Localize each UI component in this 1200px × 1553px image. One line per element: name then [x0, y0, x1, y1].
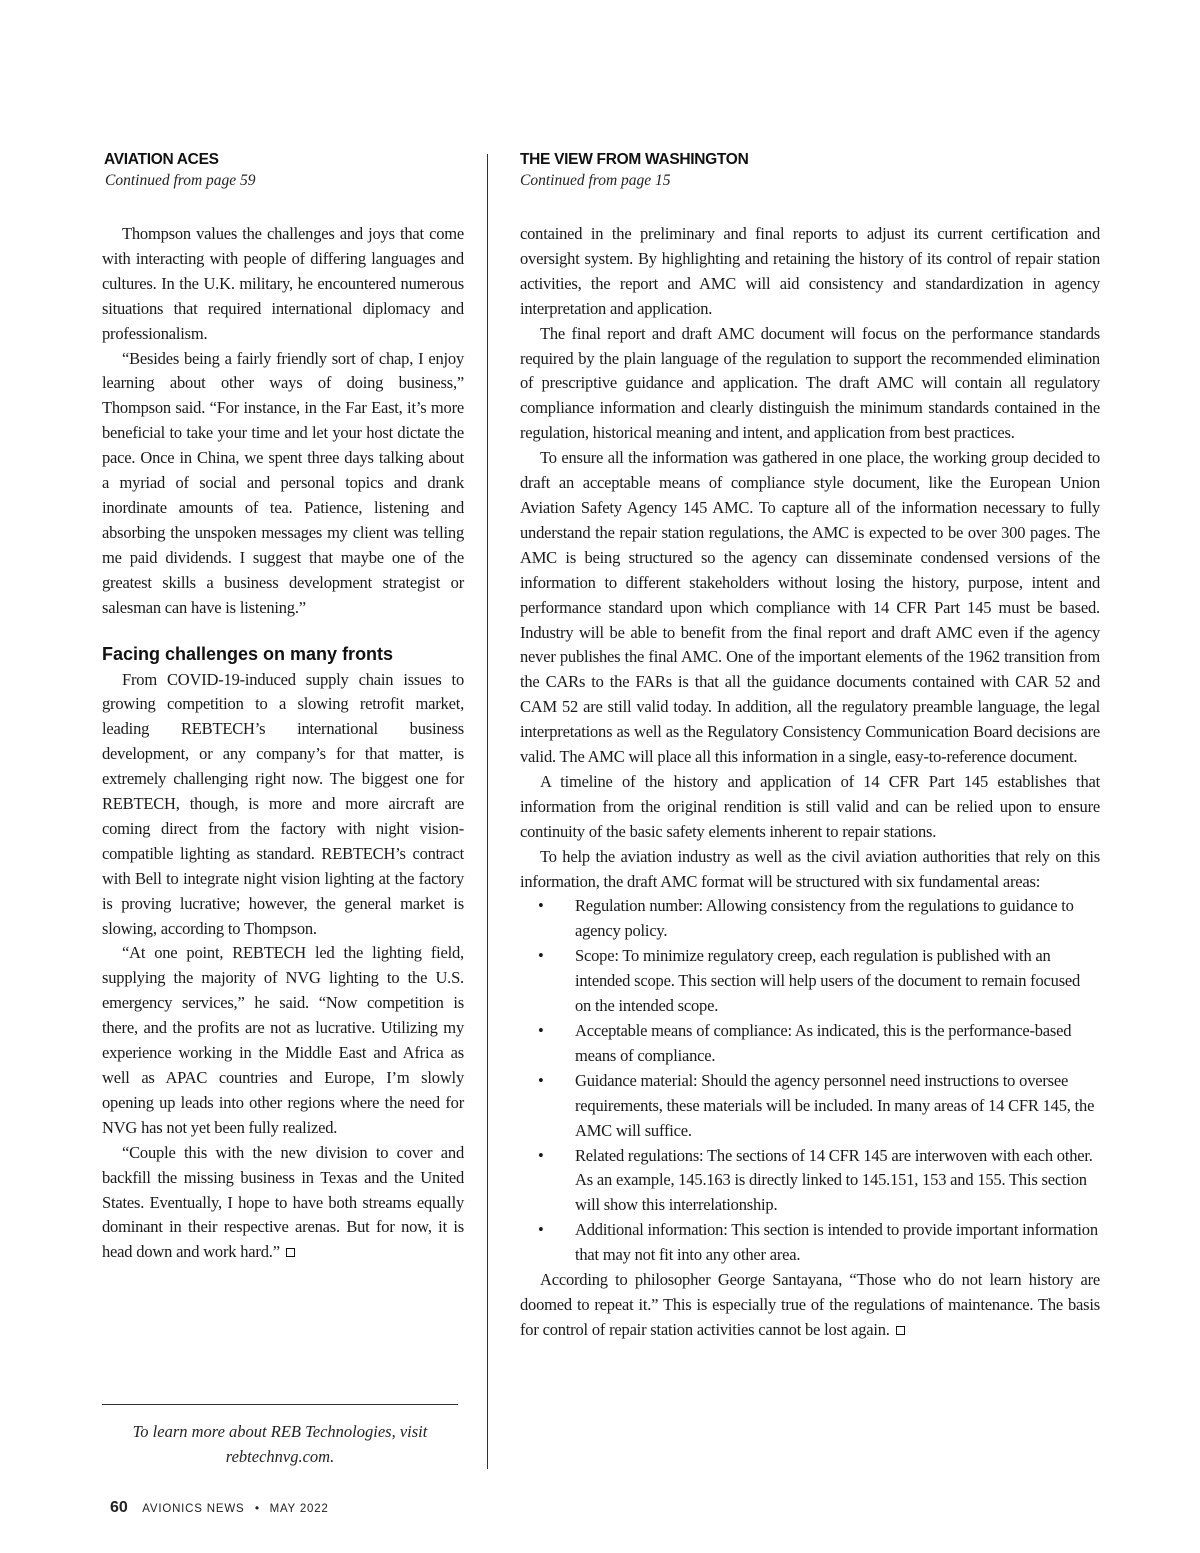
bullet-icon: • [538, 896, 544, 916]
list-item [520, 1019, 1100, 1069]
subhead: Facing challenges on many fronts [102, 643, 394, 664]
list-item-text: Guidance material: Should the agency personnel need instructions to oversee requirements, these materials will be included. In many areas of 14 CFR 145, the AMC will suffice. [575, 1070, 1095, 1140]
section-tag: AVIATION ACES [104, 151, 219, 168]
end-of-article-box-icon [896, 1326, 905, 1335]
paragraph: contained in the preliminary and final reports to adjust its current certification and oversight system. By highlighting and retaining the history of its control of repair station activities, the report and AMC will aid consistency and standardization in agency interpretation and application. [520, 224, 1100, 318]
list-item-text: Additional information: This section is intended to provide important information that may not fit into any other area. [575, 1220, 1098, 1265]
page-number: 60 [110, 1499, 128, 1516]
left-column-aviation-aces [102, 150, 464, 1265]
final-paragraph-text: “Couple this with the new division to cover and backfill the missing business in Texas and the United States. Eventually, I hope to have both streams equally dominant in their respective arenas. But for now, it is head down and work hard.” [102, 1142, 464, 1262]
list-item-text: Scope: To minimize regulatory creep, each regulation is published with an intended scope. This section will help users of the document to remain focused on the intended scope. [575, 946, 1081, 1016]
final-paragraph [102, 1141, 464, 1266]
page-footer [110, 1499, 329, 1517]
learn-more-text: To learn more about REB Technologies, visit [132, 1422, 428, 1441]
bullet-icon: • [538, 946, 544, 966]
paragraph: From COVID-19-induced supply chain issues to growing competition to a slowing retrofit market, leading REBTECH’s international business development, or any company’s for that matter, is extremely challenging right now. The biggest one for REBTECH, though, is more and more aircraft are coming direct from the factory with night vision-compatible lighting as standard. REBTECH’s contract with Bell to integrate night vision lighting at the factory is proving lucrative; however, the general market is slowing, according to Thompson. [102, 669, 464, 938]
list-item [520, 894, 1100, 944]
paragraph: “Besides being a fairly friendly sort of chap, I enjoy learning about other ways of doing business,” Thompson said. “For instance, in the Far East, it’s more beneficial to take your time and let your host dictate the pace. Once in China, we spent three days talking about a myriad of social and personal topics and drank inordinate amounts of tea. Patience, listening and absorbing the unspoken messages my client was telling me paid dividends. I suggest that maybe one of the greatest skills a business development strategist or salesman can have is listening.” [102, 348, 464, 617]
bullet-icon: • [538, 1070, 544, 1090]
end-of-article-box-icon [286, 1248, 295, 1257]
paragraph: To ensure all the information was gathered in one place, the working group decided to draft an acceptable means of compliance style document, like the European Union Aviation Safety Agency 145 AMC. To capture all of the information necessary to fully understand the repair station regulations, the AMC is expected to be over 300 pages. The AMC is being structured so the agency can disseminate condensed versions of the information to different stakeholders without losing the history, purpose, intent and performance standard upon which compliance with 14 CFR Part 145 must be based. Industry will be able to benefit from the final report and draft AMC even if the agency never publishes the final AMC. One of the important elements of the 1962 transition from the CARs to the FARs is that all the guidance documents contained with CAR 52 and CAM 52 are still valid today. In addition, all the regulatory preamble language, the legal interpretations as well as the Regulatory Consistency Communication Board decisions are valid. The AMC will place all this information in a single, easy-to-reference document. [520, 448, 1100, 767]
article-body [102, 222, 464, 1265]
list-item-text: Regulation number: Allowing consistency from the regulations to guidance to agency policy. [575, 896, 1074, 941]
continued-from-note: Continued from page 59 [105, 172, 256, 189]
article-body [520, 222, 1100, 1343]
bullet-list [520, 894, 1100, 1268]
list-item-text: Related regulations: The sections of 14 CFR 145 are interwoven with each other. As an example, 145.163 is directly linked to 145.151, 153 and 155. This section will show this interrelationship. [575, 1145, 1093, 1215]
paragraph: A timeline of the history and application of 14 CFR Part 145 establishes that information from the original rendition is still valid and can be relied upon to ensure continuity of the basic safety elements inherent to repair stations. [520, 771, 1100, 841]
paragraph: The final report and draft AMC document will focus on the performance standards required by the plain language of the regulation to support the recommended elimination of prescriptive guidance and application. The draft AMC will contain all regulatory compliance information and clearly distinguish the minimum standards contained in the regulation, historical meaning and intent, and application from best practices. [520, 323, 1100, 443]
bullet-icon: • [538, 1021, 544, 1040]
bullet-icon: • [538, 1220, 544, 1240]
publication-name: AVIONICS NEWS [142, 1503, 245, 1515]
bullet-icon: • [538, 1145, 544, 1165]
section-tag: THE VIEW FROM WASHINGTON [520, 151, 749, 168]
paragraph: To help the aviation industry as well as the civil aviation authorities that rely on this information, the draft AMC format will be structured with six fundamental areas: [520, 846, 1100, 891]
column-divider [487, 154, 488, 1469]
continued-from-note: Continued from page 15 [520, 172, 671, 189]
closing-paragraph [520, 1268, 1100, 1343]
learn-more-note [102, 1420, 458, 1469]
list-item-text: Acceptable means of compliance: As indicated, this is the performance-based means of compliance. [575, 1021, 1072, 1065]
right-column-view-from-washington [520, 150, 1100, 1343]
paragraph: Thompson values the challenges and joys that come with interacting with people of differing languages and cultures. In the U.K. military, he encountered numerous situations that required international diplomacy and professionalism. [102, 224, 464, 343]
learn-more-url: rebtechnvg.com. [225, 1446, 335, 1466]
list-item [520, 1144, 1100, 1219]
issue-date: MAY 2022 [269, 1503, 329, 1515]
paragraph: “At one point, REBTECH led the lighting field, supplying the majority of NVG lighting to the U.S. emergency services,” he said. “Now competition is there, and the profits are not as lucrative. Utilizing my experience working in the Middle East and Africa as well as APAC countries and Europe, I’m slowly opening up leads into other regions where the need for NVG has not yet been fully realized. [102, 943, 464, 1137]
list-item [520, 1218, 1100, 1268]
footer-separator: • [254, 1501, 260, 1515]
list-item [520, 1069, 1100, 1144]
closing-paragraph-text: According to philosopher George Santayana, “Those who do not learn history are doomed to repeat it.” This is especially true of the regulations of maintenance. The basis for control of repair station activities cannot be lost again. [520, 1270, 1100, 1339]
note-divider [102, 1404, 458, 1405]
list-item [520, 944, 1100, 1019]
